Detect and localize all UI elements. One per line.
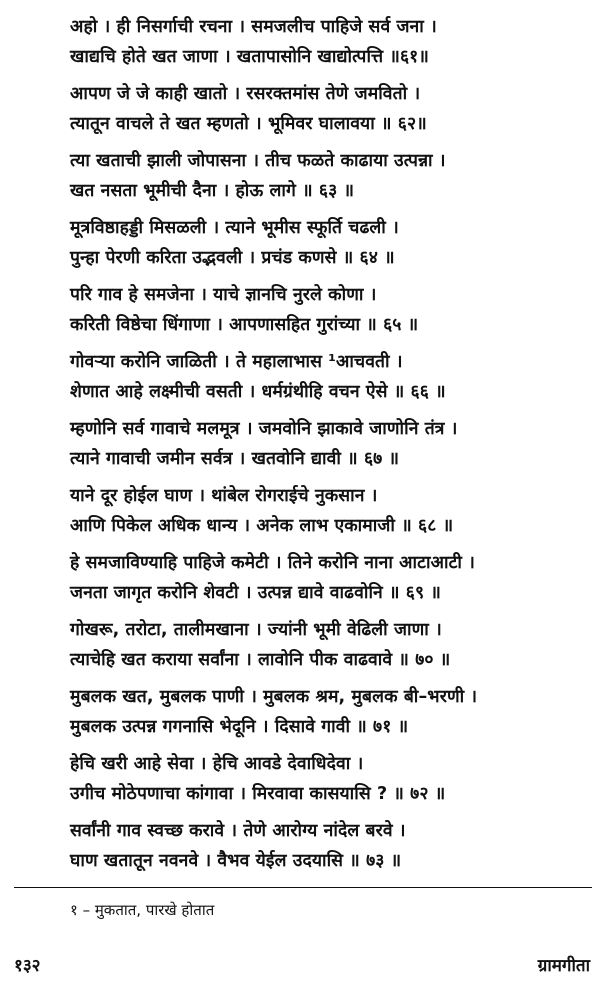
- verse-73: [70, 816, 590, 876]
- verse-64: [70, 213, 590, 273]
- verse-line: गोवऱ्या करोनि जाळिती । ते महालाभास ¹आचवती ।: [70, 352, 403, 372]
- footnote: १ – मुकतात, पारखे होतात: [70, 901, 215, 919]
- verse-line: आपण जे जे काही खातो । रसरक्तमांस तेणे जमवितो ।: [70, 84, 421, 104]
- verse-line: शेणात आहे लक्ष्मीची वसती । धर्मग्रंथीहि वचन ऐसे ॥ ६६ ॥: [70, 382, 446, 402]
- running-title: ग्रामगीता: [537, 956, 590, 976]
- verse-65: [70, 280, 590, 340]
- verse-line: मुबलक खत, मुबलक पाणी । मुबलक श्रम, मुबलक बी–भरणी ।: [70, 687, 478, 707]
- verse-line: पुन्हा पेरणी करिता उद्भवली । प्रचंड कणसे ॥ ६४ ॥: [70, 248, 395, 268]
- verse-line: आणि पिकेल अधिक धान्य । अनेक लाभ एकामाजी ॥ ६८ ॥: [70, 516, 454, 536]
- verse-72: [70, 749, 590, 809]
- verse-line: त्याचेहि खत कराया सर्वांना । लावोनि पीक वाढवावे ॥ ७० ॥: [70, 650, 451, 670]
- verse-line: म्हणोनि सर्व गावाचे मलमूत्र । जमवोनि झाकावे जाणोनि तंत्र ।: [70, 419, 458, 439]
- verse-line: मूत्रविष्ठाहड्डी मिसळली । त्याने भूमीस स्फूर्ति चढली ।: [70, 218, 399, 238]
- verse-71: [70, 682, 590, 742]
- verse-line: अहो । ही निसर्गाची रचना । समजलीच पाहिजे सर्व जना ।: [70, 17, 437, 37]
- verse-62: [70, 79, 590, 139]
- verse-67: [70, 414, 590, 474]
- verse-68: [70, 481, 590, 541]
- verse-line: घाण खतातून नवनवे । वैभव येईल उदयासि ॥ ७३ ॥: [70, 851, 402, 871]
- verse-block: [70, 12, 590, 883]
- verse-line: याने दूर होईल घाण । थांबेल रोगराईचे नुकसान ।: [70, 486, 378, 506]
- verse-line: त्या खताची झाली जोपासना । तीच फळते काढाया उत्पन्ना ।: [70, 151, 446, 171]
- verse-line: करिती विष्ठेचा धिंगाणा । आपणासहित गुरांच्या ॥ ६५ ॥: [70, 315, 419, 335]
- verse-line: परि गाव हे समजेना । याचे ज्ञानचि नुरले कोणा ।: [70, 285, 377, 305]
- verse-line: खत नसता भूमीची दैना । होऊ लागे ॥ ६३ ॥: [70, 181, 355, 201]
- verse-line: गोखरू, तरोटा, तालीमखाना । ज्यांनी भूमी वेढिली जाणा ।: [70, 620, 442, 640]
- verse-line: उगीच मोठेपणाचा कांगावा । मिरवावा कासयासि ? ॥ ७२ ॥: [70, 784, 446, 804]
- verse-line: त्यातून वाचले ते खत म्हणतो । भूमिवर घालावया ॥ ६२॥: [70, 114, 427, 134]
- verse-66: [70, 347, 590, 407]
- verse-70: [70, 615, 590, 675]
- verse-line: हे समजाविण्याहि पाहिजे कमेटी । तिने करोनि नाना आटाआटी ।: [70, 553, 475, 573]
- footnote-divider: [14, 887, 592, 888]
- verse-61: [70, 12, 590, 72]
- page-number: १३२: [14, 956, 41, 976]
- verse-line: खाद्यचि होते खत जाणा । खतापासोनि खाद्योत्पत्ति ॥६१॥: [70, 47, 429, 67]
- verse-line: सर्वांनी गाव स्वच्छ करावे । तेणे आरोग्य नांदेल बरवे ।: [70, 821, 406, 841]
- verse-line: जनता जागृत करोनि शेवटी । उत्पन्न द्यावे वाढवोनि ॥ ६९ ॥: [70, 583, 441, 603]
- verse-69: [70, 548, 590, 608]
- verse-line: हेचि खरी आहे सेवा । हेचि आवडे देवाधिदेवा ।: [70, 754, 364, 774]
- verse-line: मुबलक उत्पन्न गगनासि भेदूनि । दिसावे गावी ॥ ७१ ॥: [70, 717, 409, 737]
- verse-line: त्याने गावाची जमीन सर्वत्र । खतवोनि द्यावी ॥ ६७ ॥: [70, 449, 400, 469]
- verse-63: [70, 146, 590, 206]
